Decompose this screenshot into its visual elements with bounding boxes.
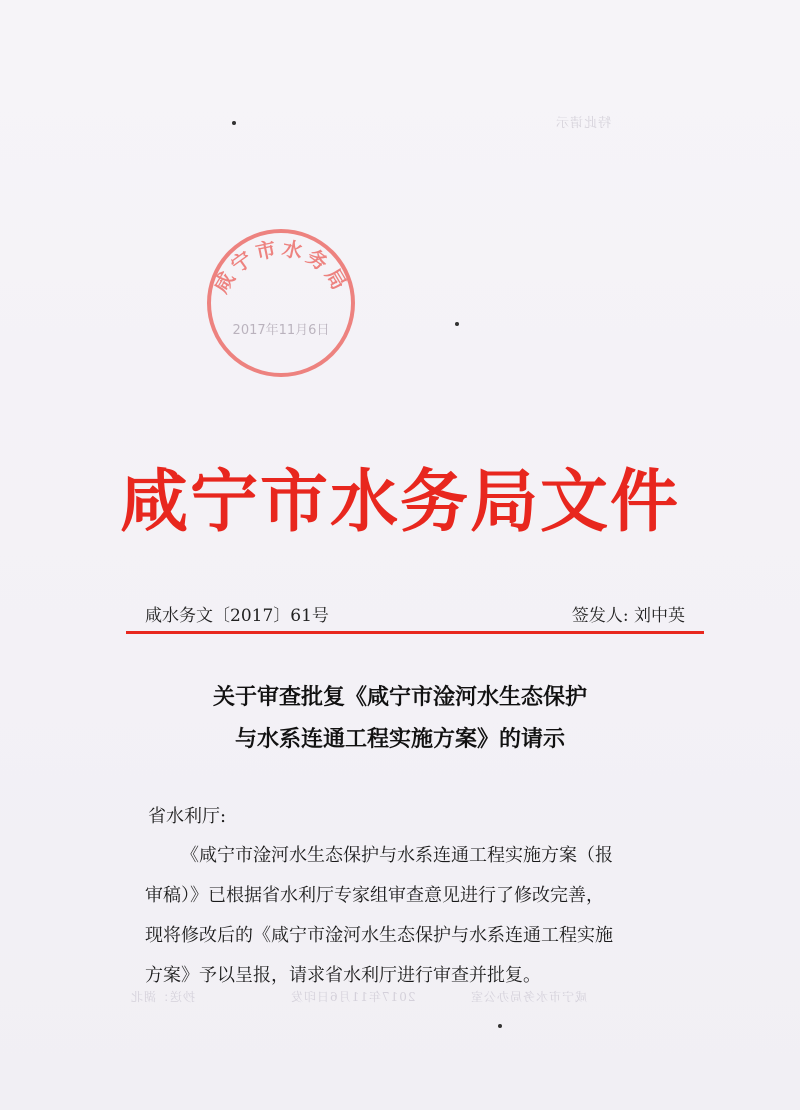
official-seal: [196, 208, 366, 378]
red-divider: [126, 631, 704, 634]
issuer-title: 咸宁市水务局文件: [119, 463, 680, 542]
seal-top-text: 咸宁市水务局: [208, 235, 354, 298]
doc-number: 咸水务文〔2017〕61号: [145, 606, 329, 626]
signer: 签发人: 刘中英: [571, 606, 685, 626]
scan-speck: [498, 1024, 502, 1028]
bleed-through-text: 2017年11月6日印发: [290, 990, 416, 1004]
body-line: 《咸宁市淦河水生态保护与水系连通工程实施方案（报: [181, 845, 613, 866]
scan-speck: [455, 322, 459, 326]
bleed-through-text: 特此请示: [555, 116, 612, 131]
body-line: 现将修改后的《咸宁市淦河水生态保护与水系连通工程实施: [145, 925, 613, 946]
svg-text:咸宁市水务局: [209, 236, 354, 297]
addressee: 省水利厅:: [148, 806, 227, 827]
subject-line: 与水系连通工程实施方案》的请示: [234, 726, 565, 752]
body-text: [145, 836, 701, 996]
scan-speck: [232, 121, 236, 125]
document-subject: [0, 676, 800, 760]
body-line: 审稿）》已根据省水利厅专家组审查意见进行了修改完善，: [145, 885, 604, 906]
subject-line: 关于审查批复《咸宁市淦河水生态保护: [212, 684, 587, 710]
body-line: 方案》予以呈报，请求省水利厅进行审查并批复。: [145, 965, 541, 986]
bleed-through-text: 抄送：湖北: [130, 990, 196, 1004]
bleed-through-text: 咸宁市水务局办公室: [470, 990, 588, 1004]
seal-date-text: 2017年11月6日: [232, 323, 330, 338]
